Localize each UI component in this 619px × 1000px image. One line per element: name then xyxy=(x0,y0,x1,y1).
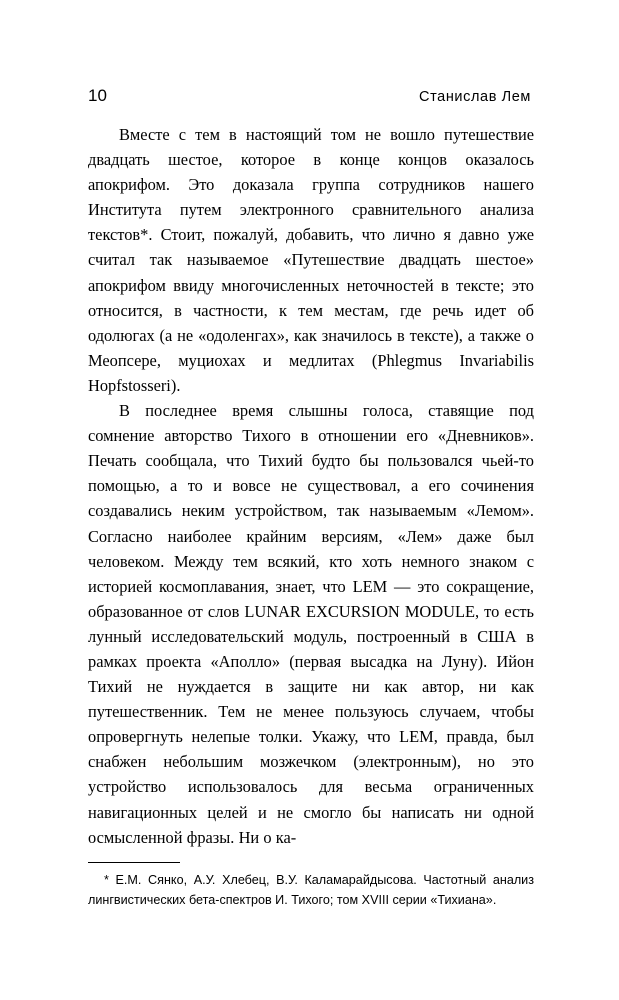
running-title: Станислав Лем xyxy=(419,89,531,105)
paragraph: Вместе с тем в настоящий том не вошло путешествие двадцать шестое, которое в конце концов оказалось апокрифом. Это доказала группа сотрудников нашего Института путем электронного сравнительного анализа текстов*. Стоит, пожалуй, добавить, что лично я давно уже считал так называемое «Путешествие двадцать шестое» апокрифом ввиду многочисленных неточностей в тексте; это относится, в частности, к тем местам, где речь идет об одолюгах (а не «одоленгах», как значилось в тексте), а также о Меопсере, муциохах и медлитах (Phlegmus Invariabilis Hopfstosseri). xyxy=(88,125,534,395)
footnote-separator xyxy=(88,862,180,863)
paragraph: В последнее время слышны голоса, ставящие под сомнение авторство Тихого в отношении его «Дневников». Печать сообщала, что Тихий будто бы пользовался чьей-то помощью, а то и вовсе не существовал, а его сочинения создавались неким устройством, так называемым «Лемом». Согласно наиболее крайним версиям, «Лем» даже был человеком. Между тем всякий, кто хоть немного знаком с историей космоплавания, знает, что LEM — это сокращение, образованное от слов LUNAR EXCURSION MODULE, то есть лунный исследовательский модуль, построенный в США в рамках проекта «Аполло» (первая высадка на Луну). Ийон Тихий не нуждается в защите ни как автор, ни как путешественник. Тем не менее пользуюсь случаем, чтобы опровергнуть нелепые толки. Укажу, что LEM, правда, был снабжен небольшим мозжечком (электронным), но это устройство использовалось для весьма ограниченных навигационных целей и не смогло бы написать ни одной осмысленной фразы. Ни о ка- xyxy=(88,401,534,847)
footnote-text: * Е.М. Сянко, А.У. Хлебец, В.У. Каламарайдысова. Частотный анализ лингвистических бета-спектров И. Тихого; том XVIII серии «Тихиана». xyxy=(88,873,534,907)
body-text xyxy=(88,122,534,850)
page-number: 10 xyxy=(88,86,107,105)
footnote-area xyxy=(88,862,534,910)
page-header xyxy=(88,86,531,106)
